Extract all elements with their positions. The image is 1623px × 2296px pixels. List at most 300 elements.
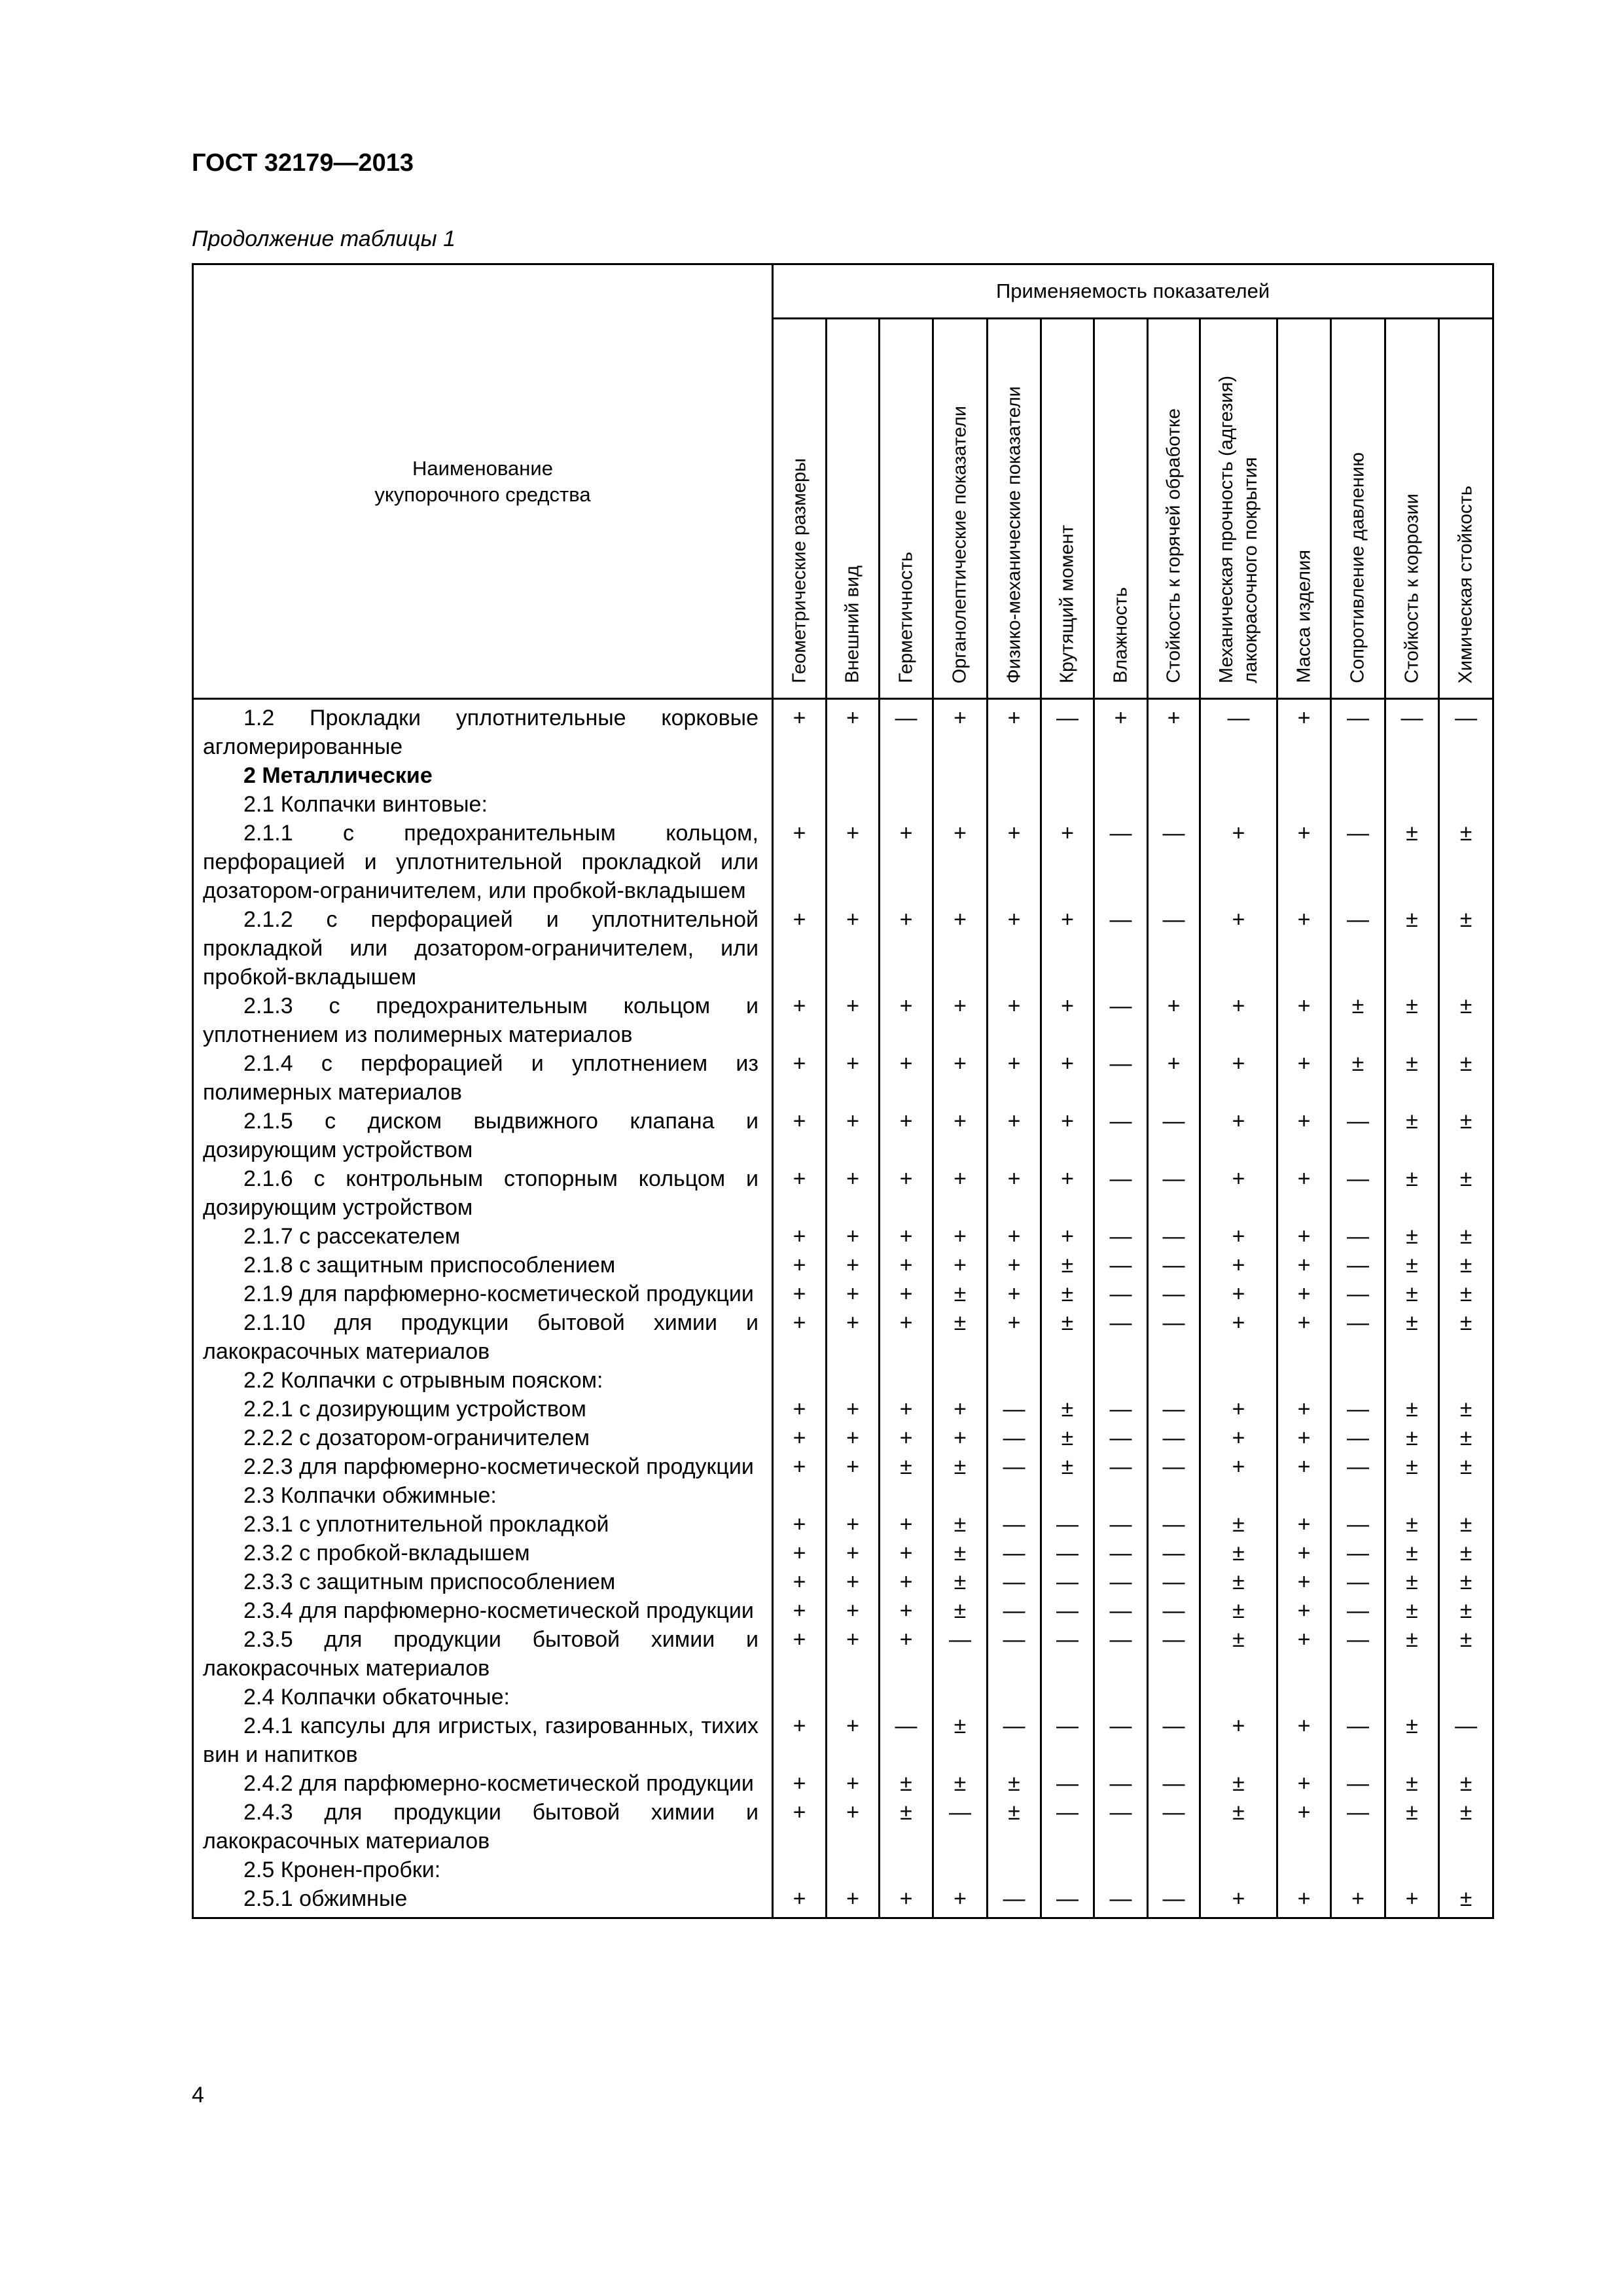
- applicability-value: ±: [1439, 1884, 1493, 1918]
- applicability-value: +: [827, 1395, 880, 1424]
- applicability-table: [192, 263, 1494, 1919]
- applicability-value: +: [773, 1884, 827, 1918]
- applicability-value: +: [880, 1280, 933, 1308]
- applicability-value: [1148, 761, 1200, 790]
- applicability-value: +: [1277, 1769, 1331, 1798]
- table-row: [193, 1481, 1493, 1510]
- applicability-value: ±: [1385, 992, 1439, 1049]
- applicability-value: +: [773, 1539, 827, 1568]
- applicability-value: +: [1277, 1539, 1331, 1568]
- applicability-value: +: [933, 1049, 988, 1107]
- applicability-value: [988, 1366, 1041, 1395]
- applicability-value: [1094, 761, 1148, 790]
- item-name: 2.4 Колпачки обкаточные:: [243, 1685, 510, 1710]
- item-name-cell: [193, 1280, 773, 1308]
- applicability-value: —: [1094, 1884, 1148, 1918]
- table-row: [193, 1683, 1493, 1712]
- applicability-value: [1439, 790, 1493, 819]
- applicability-value: [1200, 761, 1277, 790]
- applicability-value: +: [1041, 1222, 1094, 1251]
- column-header: [1439, 319, 1493, 699]
- applicability-value: +: [1277, 992, 1331, 1049]
- applicability-value: —: [1331, 1164, 1385, 1222]
- applicability-value: —: [1148, 1164, 1200, 1222]
- applicability-value: +: [1385, 1884, 1439, 1918]
- applicability-value: —: [1385, 699, 1439, 762]
- applicability-value: +: [880, 1510, 933, 1539]
- applicability-value: ±: [933, 1280, 988, 1308]
- applicability-value: —: [1439, 1712, 1493, 1769]
- applicability-value: +: [988, 1164, 1041, 1222]
- applicability-value: [1148, 1366, 1200, 1395]
- applicability-value: ±: [1200, 1769, 1277, 1798]
- item-name-cell: [193, 1798, 773, 1856]
- applicability-value: +: [880, 1251, 933, 1280]
- applicability-value: ±: [1385, 1424, 1439, 1452]
- applicability-value: [1148, 1481, 1200, 1510]
- applicability-value: ±: [1385, 1308, 1439, 1366]
- applicability-value: ±: [1331, 1049, 1385, 1107]
- item-name: 2.4.3 для продукции бытовой химии и лакокрасочных материалов: [203, 1800, 758, 1854]
- applicability-value: ±: [1439, 1596, 1493, 1625]
- item-name-cell: [193, 1395, 773, 1424]
- applicability-value: [933, 790, 988, 819]
- applicability-value: +: [1094, 699, 1148, 762]
- applicability-value: ±: [1439, 1049, 1493, 1107]
- item-name: 2.3.4 для парфюмерно-косметической продукции: [243, 1598, 754, 1623]
- applicability-value: ±: [1439, 1164, 1493, 1222]
- applicability-value: +: [1200, 1884, 1277, 1918]
- applicability-value: [1331, 1856, 1385, 1884]
- applicability-group-header-text: Применяемость показателей: [995, 279, 1270, 302]
- name-column-header: [193, 264, 773, 699]
- table-row: [193, 1222, 1493, 1251]
- applicability-value: ±: [1385, 1510, 1439, 1539]
- applicability-value: +: [880, 1049, 933, 1107]
- applicability-value: —: [988, 1596, 1041, 1625]
- table-row: [193, 1049, 1493, 1107]
- applicability-value: +: [880, 1107, 933, 1164]
- applicability-value: +: [1200, 1222, 1277, 1251]
- applicability-value: [1439, 1856, 1493, 1884]
- applicability-value: —: [1094, 1769, 1148, 1798]
- applicability-value: ±: [1439, 1798, 1493, 1856]
- applicability-value: +: [1200, 1395, 1277, 1424]
- applicability-value: —: [1041, 1568, 1094, 1596]
- applicability-value: —: [1148, 1539, 1200, 1568]
- applicability-value: —: [1094, 1280, 1148, 1308]
- applicability-value: [988, 1683, 1041, 1712]
- applicability-value: ±: [880, 1769, 933, 1798]
- applicability-value: —: [1041, 1798, 1094, 1856]
- table-row: [193, 1625, 1493, 1683]
- applicability-value: +: [827, 905, 880, 992]
- table-row: [193, 1856, 1493, 1884]
- table-row: [193, 1107, 1493, 1164]
- applicability-value: ±: [1385, 1164, 1439, 1222]
- applicability-value: ±: [1439, 1308, 1493, 1366]
- applicability-value: —: [1148, 1308, 1200, 1366]
- applicability-value: [1277, 1366, 1331, 1395]
- applicability-value: —: [1148, 1712, 1200, 1769]
- table-row: [193, 1769, 1493, 1798]
- applicability-value: +: [773, 1568, 827, 1596]
- applicability-value: ±: [933, 1308, 988, 1366]
- column-header: [1200, 319, 1277, 699]
- applicability-value: —: [1148, 1625, 1200, 1683]
- applicability-value: —: [1331, 905, 1385, 992]
- item-name-cell: [193, 1481, 773, 1510]
- applicability-value: [1200, 1856, 1277, 1884]
- applicability-value: [1385, 1481, 1439, 1510]
- applicability-value: ±: [1439, 1510, 1493, 1539]
- applicability-value: +: [773, 905, 827, 992]
- item-name: 2.3.1 с уплотнительной прокладкой: [243, 1512, 609, 1537]
- applicability-value: [773, 1683, 827, 1712]
- applicability-value: ±: [1439, 992, 1493, 1049]
- applicability-value: —: [1041, 1884, 1094, 1918]
- column-header: [1041, 319, 1094, 699]
- applicability-value: +: [773, 1308, 827, 1366]
- applicability-value: +: [827, 1798, 880, 1856]
- applicability-value: —: [1094, 1712, 1148, 1769]
- applicability-value: —: [1094, 1164, 1148, 1222]
- table-row: [193, 761, 1493, 790]
- table-caption: Продолжение таблицы 1: [192, 226, 455, 251]
- applicability-value: +: [933, 1884, 988, 1918]
- applicability-value: ±: [1385, 1280, 1439, 1308]
- applicability-value: +: [773, 1625, 827, 1683]
- applicability-value: —: [1331, 1596, 1385, 1625]
- applicability-value: ±: [933, 1568, 988, 1596]
- table-row: [193, 1251, 1493, 1280]
- applicability-value: [1277, 790, 1331, 819]
- applicability-value: +: [933, 1107, 988, 1164]
- column-header-label: Герметичность: [895, 552, 916, 683]
- applicability-value: —: [1148, 1107, 1200, 1164]
- applicability-value: +: [933, 992, 988, 1049]
- applicability-value: +: [1148, 699, 1200, 762]
- applicability-value: +: [1277, 1510, 1331, 1539]
- applicability-value: +: [773, 1596, 827, 1625]
- item-name-cell: [193, 1424, 773, 1452]
- applicability-value: +: [773, 1424, 827, 1452]
- table-row: [193, 992, 1493, 1049]
- applicability-value: ±: [1439, 1452, 1493, 1481]
- applicability-value: +: [827, 819, 880, 905]
- item-name: 2.1.8 с защитным приспособлением: [243, 1253, 616, 1278]
- applicability-value: ±: [1385, 1798, 1439, 1856]
- applicability-value: [1041, 761, 1094, 790]
- applicability-value: +: [933, 819, 988, 905]
- applicability-value: —: [1148, 1222, 1200, 1251]
- applicability-value: +: [880, 905, 933, 992]
- item-name-cell: [193, 1712, 773, 1769]
- applicability-value: [1094, 1366, 1148, 1395]
- column-header-label: Масса изделия: [1293, 550, 1314, 683]
- item-name-cell: [193, 992, 773, 1049]
- applicability-value: +: [827, 1452, 880, 1481]
- item-name: 2.5.1 обжимные: [243, 1886, 408, 1911]
- applicability-value: —: [1094, 819, 1148, 905]
- column-header: [1277, 319, 1331, 699]
- applicability-value: —: [1331, 1395, 1385, 1424]
- applicability-value: —: [1148, 1280, 1200, 1308]
- applicability-value: +: [1041, 992, 1094, 1049]
- column-header-label: Органолептические показатели: [949, 405, 971, 683]
- applicability-value: +: [880, 819, 933, 905]
- applicability-value: [1277, 1481, 1331, 1510]
- applicability-value: ±: [1439, 1222, 1493, 1251]
- applicability-value: ±: [1041, 1452, 1094, 1481]
- applicability-value: ±: [1385, 1625, 1439, 1683]
- applicability-value: —: [1148, 1884, 1200, 1918]
- table-header-row: [193, 264, 1493, 319]
- applicability-value: +: [827, 1107, 880, 1164]
- applicability-value: +: [773, 1798, 827, 1856]
- applicability-value: +: [773, 1164, 827, 1222]
- applicability-value: +: [827, 1049, 880, 1107]
- column-header-label: Крутящий момент: [1056, 525, 1078, 683]
- applicability-value: +: [1277, 1280, 1331, 1308]
- applicability-value: +: [1200, 1049, 1277, 1107]
- applicability-value: [880, 761, 933, 790]
- applicability-value: +: [880, 1884, 933, 1918]
- applicability-value: —: [1148, 1251, 1200, 1280]
- applicability-value: +: [1200, 992, 1277, 1049]
- applicability-value: —: [880, 1712, 933, 1769]
- item-name: 2.1 Колпачки винтовые:: [243, 792, 488, 817]
- applicability-value: —: [1094, 992, 1148, 1049]
- applicability-value: [1094, 1856, 1148, 1884]
- applicability-value: —: [1331, 1712, 1385, 1769]
- item-name: 2.1.7 с рассекателем: [243, 1224, 461, 1249]
- applicability-value: [1094, 1683, 1148, 1712]
- applicability-value: —: [1331, 1769, 1385, 1798]
- column-header: [880, 319, 933, 699]
- applicability-value: +: [1277, 1712, 1331, 1769]
- applicability-value: ±: [1439, 1769, 1493, 1798]
- applicability-value: +: [773, 819, 827, 905]
- applicability-value: +: [827, 992, 880, 1049]
- applicability-value: +: [773, 1510, 827, 1539]
- applicability-value: +: [1277, 1222, 1331, 1251]
- applicability-value: +: [1041, 819, 1094, 905]
- item-name: 2.4.1 капсулы для игристых, газированных, тихих вин и напитков: [203, 1713, 758, 1767]
- applicability-value: +: [880, 1395, 933, 1424]
- applicability-value: +: [1200, 1164, 1277, 1222]
- applicability-value: [827, 1683, 880, 1712]
- applicability-value: ±: [1331, 992, 1385, 1049]
- applicability-value: ±: [1385, 1222, 1439, 1251]
- applicability-value: +: [1148, 992, 1200, 1049]
- applicability-value: ±: [1439, 1107, 1493, 1164]
- applicability-value: [827, 1481, 880, 1510]
- applicability-value: —: [1094, 1049, 1148, 1107]
- applicability-value: +: [988, 1222, 1041, 1251]
- column-header-label: Физико-механические показатели: [1003, 386, 1024, 683]
- applicability-value: [1148, 1683, 1200, 1712]
- applicability-value: —: [1094, 1424, 1148, 1452]
- applicability-value: +: [1277, 1308, 1331, 1366]
- applicability-value: +: [988, 1308, 1041, 1366]
- name-column-header-text: Наименование укупорочного средства: [374, 456, 591, 506]
- item-name-cell: [193, 699, 773, 762]
- applicability-value: —: [1331, 1308, 1385, 1366]
- item-name-cell: [193, 1510, 773, 1539]
- applicability-value: [1439, 1481, 1493, 1510]
- applicability-value: —: [1094, 1395, 1148, 1424]
- item-name: 2.2 Колпачки с отрывным пояском:: [243, 1368, 603, 1393]
- applicability-value: —: [1041, 1596, 1094, 1625]
- applicability-value: —: [988, 1539, 1041, 1568]
- item-name: 1.2 Прокладки уплотнительные корковые агломерированные: [203, 706, 758, 759]
- applicability-value: —: [988, 1510, 1041, 1539]
- applicability-value: [1331, 790, 1385, 819]
- applicability-value: —: [988, 1452, 1041, 1481]
- applicability-value: +: [1277, 1625, 1331, 1683]
- table-body: [193, 699, 1493, 1918]
- applicability-value: +: [988, 1251, 1041, 1280]
- applicability-value: +: [827, 1280, 880, 1308]
- applicability-value: +: [827, 1539, 880, 1568]
- applicability-value: ±: [1385, 1769, 1439, 1798]
- item-name: 2.1.10 для продукции бытовой химии и лакокрасочных материалов: [203, 1310, 758, 1364]
- applicability-value: +: [1277, 1049, 1331, 1107]
- applicability-value: [1200, 1366, 1277, 1395]
- item-name-cell: [193, 1049, 773, 1107]
- applicability-value: +: [880, 1539, 933, 1568]
- applicability-value: +: [827, 1769, 880, 1798]
- applicability-value: +: [1200, 1251, 1277, 1280]
- column-header: [988, 319, 1041, 699]
- applicability-value: +: [1277, 1164, 1331, 1222]
- applicability-value: +: [1200, 1308, 1277, 1366]
- item-name-cell: [193, 1769, 773, 1798]
- applicability-value: +: [988, 1280, 1041, 1308]
- item-name: 2.3 Колпачки обжимные:: [243, 1483, 497, 1508]
- column-header-label: Химическая стойкость: [1455, 485, 1476, 683]
- item-name-cell: [193, 1683, 773, 1712]
- applicability-value: —: [933, 1798, 988, 1856]
- column-header-label: Внешний вид: [842, 565, 863, 683]
- applicability-value: —: [988, 1712, 1041, 1769]
- page-number: 4: [192, 2083, 204, 2108]
- applicability-value: +: [1277, 1884, 1331, 1918]
- applicability-value: —: [1331, 1510, 1385, 1539]
- column-header-label: Стойкость к коррозии: [1401, 493, 1422, 683]
- applicability-value: +: [1200, 819, 1277, 905]
- table-row: [193, 1164, 1493, 1222]
- applicability-value: —: [1094, 1107, 1148, 1164]
- applicability-value: +: [1200, 1280, 1277, 1308]
- table-row: [193, 1510, 1493, 1539]
- applicability-value: +: [773, 1107, 827, 1164]
- applicability-value: —: [1331, 1568, 1385, 1596]
- applicability-value: —: [988, 1424, 1041, 1452]
- applicability-value: [773, 761, 827, 790]
- applicability-value: [1094, 790, 1148, 819]
- applicability-value: [1439, 1683, 1493, 1712]
- applicability-value: +: [773, 699, 827, 762]
- item-name-cell: [193, 1452, 773, 1481]
- applicability-value: [1277, 1856, 1331, 1884]
- column-header-label: Механическая прочность (адгезия) лакокрасочного покрытия: [1215, 376, 1261, 683]
- applicability-value: ±: [933, 1452, 988, 1481]
- item-name: 2.1.3 с предохранительным кольцом и уплотнением из полимерных материалов: [203, 994, 758, 1047]
- item-name: 2.2.2 с дозатором-ограничителем: [243, 1426, 590, 1450]
- applicability-value: —: [1331, 1251, 1385, 1280]
- applicability-value: —: [1331, 1280, 1385, 1308]
- applicability-value: [1385, 1366, 1439, 1395]
- item-name-cell: [193, 1596, 773, 1625]
- applicability-value: —: [1148, 1452, 1200, 1481]
- table-row: [193, 1712, 1493, 1769]
- applicability-value: —: [1094, 1568, 1148, 1596]
- applicability-value: +: [1277, 1452, 1331, 1481]
- applicability-value: [1385, 1683, 1439, 1712]
- applicability-value: [1200, 790, 1277, 819]
- table-row: [193, 1424, 1493, 1452]
- column-header: [1094, 319, 1148, 699]
- applicability-value: ±: [1385, 1049, 1439, 1107]
- applicability-value: [773, 790, 827, 819]
- column-header-label: Стойкость к горячей обработке: [1163, 408, 1184, 683]
- applicability-value: ±: [1200, 1510, 1277, 1539]
- applicability-value: [1385, 761, 1439, 790]
- table-row: [193, 1596, 1493, 1625]
- applicability-value: [1439, 761, 1493, 790]
- applicability-value: [933, 761, 988, 790]
- applicability-value: ±: [1200, 1539, 1277, 1568]
- applicability-value: +: [933, 905, 988, 992]
- applicability-value: +: [1277, 1568, 1331, 1596]
- applicability-value: [1439, 1366, 1493, 1395]
- table-row: [193, 1884, 1493, 1918]
- table-row: [193, 1366, 1493, 1395]
- item-name-cell: [193, 1107, 773, 1164]
- applicability-value: ±: [988, 1798, 1041, 1856]
- applicability-value: [1041, 1683, 1094, 1712]
- column-header: [933, 319, 988, 699]
- applicability-value: +: [1277, 1798, 1331, 1856]
- applicability-value: [827, 790, 880, 819]
- item-name: 2.3.5 для продукции бытовой химии и лакокрасочных материалов: [203, 1627, 758, 1681]
- item-name-cell: [193, 790, 773, 819]
- applicability-value: ±: [1041, 1308, 1094, 1366]
- applicability-value: [880, 1481, 933, 1510]
- applicability-value: —: [1148, 1568, 1200, 1596]
- applicability-value: ±: [1385, 905, 1439, 992]
- applicability-value: [1041, 1366, 1094, 1395]
- applicability-value: ±: [1200, 1625, 1277, 1683]
- item-name-cell: [193, 1222, 773, 1251]
- applicability-value: [1094, 1481, 1148, 1510]
- applicability-value: +: [988, 905, 1041, 992]
- applicability-value: [933, 1856, 988, 1884]
- applicability-value: +: [988, 819, 1041, 905]
- applicability-value: —: [1331, 699, 1385, 762]
- applicability-value: +: [1041, 905, 1094, 992]
- applicability-value: +: [988, 699, 1041, 762]
- applicability-value: +: [773, 1049, 827, 1107]
- applicability-value: [988, 1481, 1041, 1510]
- applicability-value: +: [933, 1424, 988, 1452]
- applicability-value: —: [1148, 1424, 1200, 1452]
- applicability-value: ±: [1439, 905, 1493, 992]
- applicability-value: ±: [1041, 1251, 1094, 1280]
- applicability-value: [880, 790, 933, 819]
